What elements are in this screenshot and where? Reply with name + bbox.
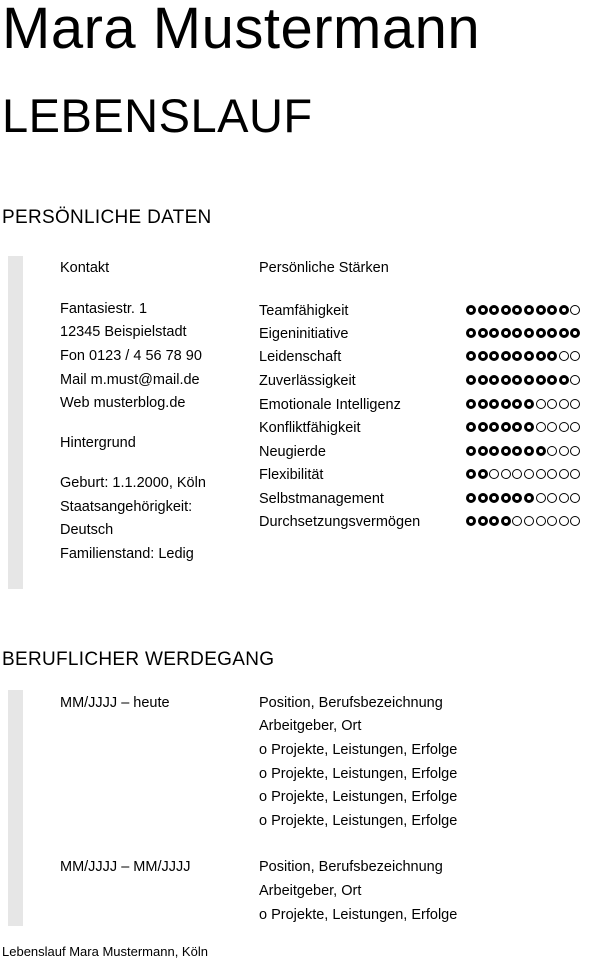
- rating-dot-filled: [536, 446, 546, 456]
- strength-label: Flexibilität: [259, 467, 324, 483]
- rating-dot-empty: [536, 493, 546, 503]
- rating-dot-filled: [559, 305, 569, 315]
- rating-dot-empty: [570, 516, 580, 526]
- person-name: Mara Mustermann: [2, 0, 481, 61]
- section-sidebar-bar: [8, 256, 23, 589]
- rating-dot-empty: [547, 516, 557, 526]
- rating-dot-empty: [570, 399, 580, 409]
- rating-dot-filled: [501, 446, 511, 456]
- rating-dot-empty: [559, 493, 569, 503]
- rating-dot-filled: [466, 399, 476, 409]
- strength-rating: [466, 351, 580, 361]
- strength-rating: [466, 422, 580, 432]
- strength-label: Neugierde: [259, 444, 326, 460]
- rating-dot-filled: [478, 351, 488, 361]
- rating-dot-empty: [524, 469, 534, 479]
- rating-dot-empty: [547, 469, 557, 479]
- rating-dot-filled: [559, 328, 569, 338]
- section-heading-career: BERUFLICHER WERDEGANG: [2, 649, 275, 670]
- rating-dot-filled: [524, 375, 534, 385]
- rating-dot-empty: [559, 399, 569, 409]
- rating-dot-empty: [570, 493, 580, 503]
- rating-dot-filled: [478, 446, 488, 456]
- rating-dot-empty: [536, 516, 546, 526]
- rating-dot-filled: [512, 399, 522, 409]
- rating-dot-filled: [512, 328, 522, 338]
- strength-rating: [466, 375, 580, 385]
- rating-dot-empty: [559, 469, 569, 479]
- footer-text: Lebenslauf Mara Mustermann, Köln: [2, 944, 208, 959]
- rating-dot-filled: [501, 351, 511, 361]
- rating-dot-filled: [489, 422, 499, 432]
- rating-dot-filled: [466, 446, 476, 456]
- rating-dot-filled: [501, 422, 511, 432]
- strength-rating: [466, 469, 580, 479]
- background-label: Hintergrund: [60, 435, 136, 451]
- career-bullet: o Projekte, Leistungen, Erfolge: [259, 907, 458, 923]
- rating-dot-empty: [536, 422, 546, 432]
- strength-label: Leidenschaft: [259, 349, 342, 365]
- rating-dot-filled: [547, 328, 557, 338]
- rating-dot-filled: [489, 305, 499, 315]
- strength-rating: [466, 305, 580, 315]
- rating-dot-filled: [466, 469, 476, 479]
- rating-dot-filled: [478, 516, 488, 526]
- strength-rating: [466, 516, 580, 526]
- rating-dot-filled: [478, 328, 488, 338]
- rating-dot-filled: [478, 422, 488, 432]
- rating-dot-filled: [478, 399, 488, 409]
- rating-dot-filled: [489, 399, 499, 409]
- rating-dot-filled: [536, 351, 546, 361]
- rating-dot-empty: [547, 399, 557, 409]
- rating-dot-filled: [536, 328, 546, 338]
- rating-dot-filled: [501, 516, 511, 526]
- rating-dot-empty: [547, 422, 557, 432]
- section-heading-personal: PERSÖNLICHE DATEN: [2, 207, 212, 228]
- rating-dot-filled: [547, 305, 557, 315]
- marital-status: Familienstand: Ledig: [60, 546, 194, 562]
- career-period: MM/JJJJ – heute: [60, 695, 170, 711]
- rating-dot-filled: [524, 328, 534, 338]
- rating-dot-filled: [512, 375, 522, 385]
- career-position: Position, Berufsbezeichnung: [259, 859, 443, 875]
- rating-dot-filled: [524, 446, 534, 456]
- rating-dot-empty: [570, 351, 580, 361]
- strength-label: Teamfähigkeit: [259, 303, 349, 319]
- strength-label: Eigeninitiative: [259, 326, 349, 342]
- strength-label: Durchsetzungsvermögen: [259, 514, 421, 530]
- rating-dot-filled: [524, 399, 534, 409]
- rating-dot-empty: [570, 446, 580, 456]
- strength-label: Zuverlässigkeit: [259, 373, 356, 389]
- mail: Mail m.must@mail.de: [60, 372, 200, 388]
- rating-dot-empty: [501, 469, 511, 479]
- rating-dot-filled: [512, 446, 522, 456]
- birth-info: Geburt: 1.1.2000, Köln: [60, 475, 206, 491]
- rating-dot-filled: [547, 351, 557, 361]
- rating-dot-empty: [559, 516, 569, 526]
- contact-label: Kontakt: [60, 260, 110, 276]
- strength-rating: [466, 328, 580, 338]
- rating-dot-filled: [570, 328, 580, 338]
- rating-dot-filled: [466, 516, 476, 526]
- rating-dot-empty: [536, 469, 546, 479]
- rating-dot-empty: [559, 351, 569, 361]
- rating-dot-empty: [489, 469, 499, 479]
- nationality-value: Deutsch: [60, 522, 114, 538]
- career-period: MM/JJJJ – MM/JJJJ: [60, 859, 191, 875]
- rating-dot-filled: [489, 493, 499, 503]
- rating-dot-filled: [512, 305, 522, 315]
- rating-dot-filled: [466, 328, 476, 338]
- rating-dot-filled: [466, 375, 476, 385]
- strengths-heading: Persönliche Stärken: [259, 260, 389, 276]
- rating-dot-empty: [536, 399, 546, 409]
- section-sidebar-bar: [8, 690, 23, 926]
- rating-dot-filled: [501, 328, 511, 338]
- rating-dot-filled: [466, 422, 476, 432]
- rating-dot-empty: [559, 446, 569, 456]
- career-bullet: o Projekte, Leistungen, Erfolge: [259, 742, 458, 758]
- rating-dot-filled: [512, 493, 522, 503]
- rating-dot-filled: [512, 351, 522, 361]
- phone: Fon 0123 / 4 56 78 90: [60, 348, 202, 364]
- rating-dot-filled: [478, 493, 488, 503]
- address-street: Fantasiestr. 1: [60, 301, 148, 317]
- rating-dot-filled: [536, 375, 546, 385]
- rating-dot-filled: [559, 375, 569, 385]
- rating-dot-filled: [478, 375, 488, 385]
- rating-dot-filled: [489, 375, 499, 385]
- strength-rating: [466, 399, 580, 409]
- strength-label: Emotionale Intelligenz: [259, 397, 401, 413]
- rating-dot-filled: [524, 351, 534, 361]
- career-bullet: o Projekte, Leistungen, Erfolge: [259, 789, 458, 805]
- rating-dot-filled: [501, 493, 511, 503]
- rating-dot-filled: [489, 516, 499, 526]
- rating-dot-empty: [547, 446, 557, 456]
- rating-dot-filled: [512, 422, 522, 432]
- rating-dot-empty: [570, 422, 580, 432]
- strength-label: Konfliktfähigkeit: [259, 420, 361, 436]
- rating-dot-filled: [478, 469, 488, 479]
- rating-dot-filled: [489, 446, 499, 456]
- rating-dot-empty: [570, 469, 580, 479]
- strength-label: Selbstmanagement: [259, 491, 384, 507]
- rating-dot-filled: [489, 351, 499, 361]
- rating-dot-empty: [570, 375, 580, 385]
- rating-dot-filled: [501, 375, 511, 385]
- strength-rating: [466, 446, 580, 456]
- rating-dot-filled: [524, 493, 534, 503]
- rating-dot-filled: [466, 351, 476, 361]
- rating-dot-filled: [524, 422, 534, 432]
- rating-dot-filled: [478, 305, 488, 315]
- career-position: Position, Berufsbezeichnung: [259, 695, 443, 711]
- rating-dot-empty: [524, 516, 534, 526]
- rating-dot-filled: [524, 305, 534, 315]
- rating-dot-filled: [501, 399, 511, 409]
- career-employer: Arbeitgeber, Ort: [259, 883, 362, 899]
- rating-dot-empty: [547, 493, 557, 503]
- career-bullet: o Projekte, Leistungen, Erfolge: [259, 813, 458, 829]
- rating-dot-filled: [501, 305, 511, 315]
- nationality-label: Staatsangehörigkeit:: [60, 499, 193, 515]
- rating-dot-filled: [547, 375, 557, 385]
- rating-dot-filled: [466, 493, 476, 503]
- rating-dot-empty: [512, 516, 522, 526]
- document-title: LEBENSLAUF: [2, 89, 313, 142]
- address-city: 12345 Beispielstadt: [60, 324, 187, 340]
- career-employer: Arbeitgeber, Ort: [259, 718, 362, 734]
- rating-dot-empty: [512, 469, 522, 479]
- strength-rating: [466, 493, 580, 503]
- rating-dot-filled: [466, 305, 476, 315]
- rating-dot-empty: [570, 305, 580, 315]
- rating-dot-filled: [536, 305, 546, 315]
- rating-dot-empty: [559, 422, 569, 432]
- rating-dot-filled: [489, 328, 499, 338]
- career-bullet: o Projekte, Leistungen, Erfolge: [259, 766, 458, 782]
- website: Web musterblog.de: [60, 395, 186, 411]
